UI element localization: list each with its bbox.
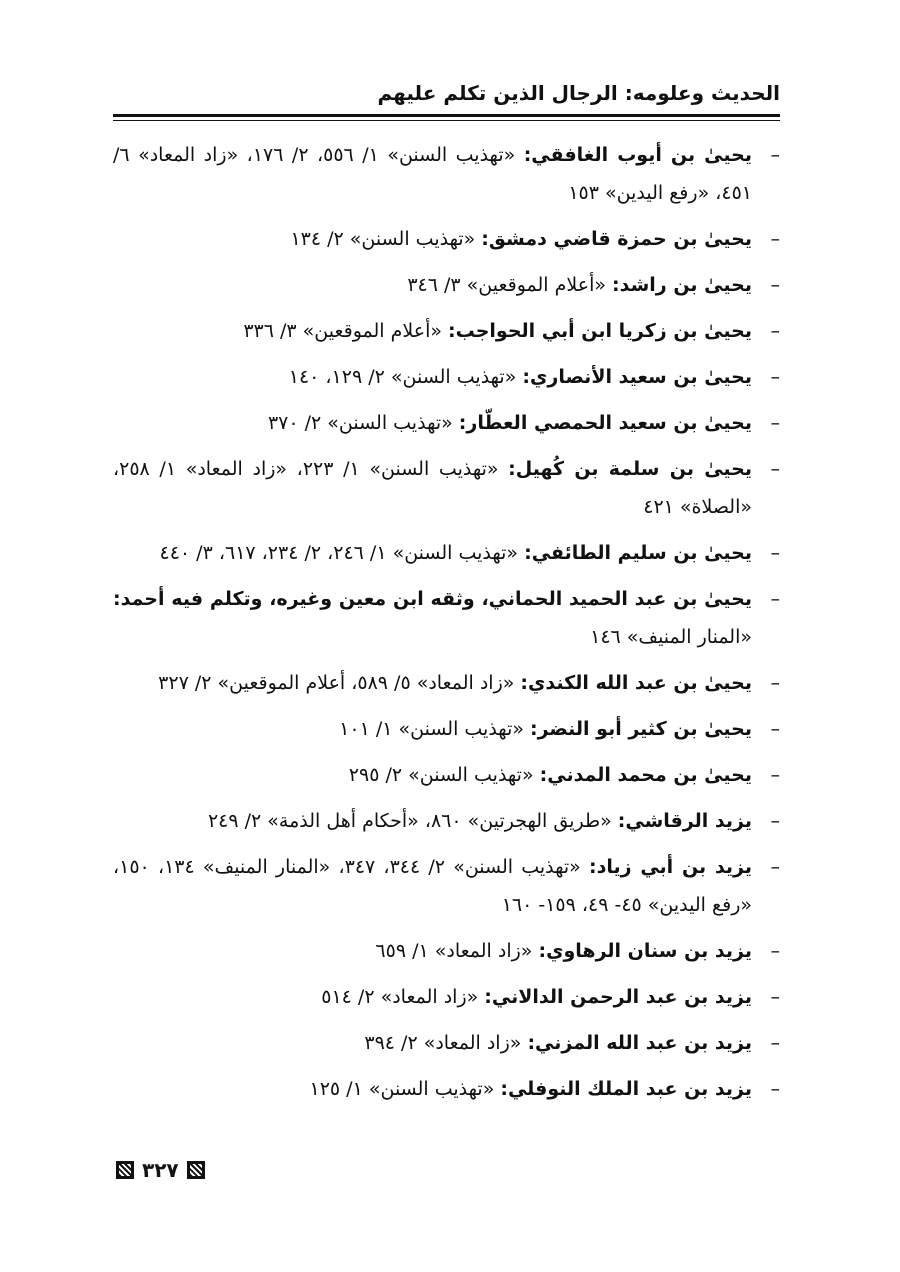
header-rule [113, 114, 780, 117]
index-entry [113, 1024, 780, 1062]
narrator-name: يزيد بن أبي زياد: [589, 856, 753, 878]
index-entry [113, 266, 780, 304]
index-entry [113, 136, 780, 212]
narrator-name: يحيىٰ بن أيوب الغافقي: [523, 144, 752, 166]
index-entry [113, 1070, 780, 1108]
index-entry [113, 358, 780, 396]
narrator-name: يحيىٰ بن سعيد الأنصاري: [522, 366, 752, 388]
entry-dash: – [770, 228, 780, 250]
entry-references: «تهذيب السنن» ٢/ ١٢٩، ١٤٠ [288, 366, 523, 388]
page-footer [116, 1158, 205, 1182]
entry-references: «أعلام الموقعين» ٣/ ٣٣٦ [243, 320, 449, 342]
entry-dash: – [770, 366, 780, 388]
entry-dash: – [770, 810, 780, 832]
index-entry [113, 534, 780, 572]
index-entry [113, 802, 780, 840]
index-entries [113, 136, 780, 1116]
index-entry [113, 710, 780, 748]
narrator-name: يزيد بن عبد الله المزني: [527, 1032, 752, 1054]
entry-references: «زاد المعاد» ٢/ ٣٩٤ [364, 1032, 528, 1054]
entry-dash: – [770, 274, 780, 296]
entry-references: «تهذيب السنن» ١/ ١٠١ [339, 718, 531, 740]
entry-dash: – [770, 672, 780, 694]
index-entry [113, 312, 780, 350]
narrator-name: يحيىٰ بن محمد المدني: [539, 764, 752, 786]
narrator-name: يحيىٰ بن سليم الطائفي: [524, 542, 752, 564]
index-entry [113, 404, 780, 442]
narrator-name: يزيد بن سنان الرهاوي: [538, 940, 752, 962]
narrator-name: يزيد الرقاشي: [617, 810, 752, 832]
entry-references: «تهذيب السنن» ٢/ ٣٧٠ [267, 412, 459, 434]
index-entry [113, 932, 780, 970]
entry-dash: – [770, 144, 780, 166]
narrator-name: يحيىٰ بن عبد الله الكندي: [520, 672, 752, 694]
entry-dash: – [770, 542, 780, 564]
entry-references: «زاد المعاد» ٢/ ٥١٤ [321, 986, 485, 1008]
entry-dash: – [770, 458, 780, 480]
index-entry [113, 580, 780, 656]
entry-dash: – [770, 856, 780, 878]
narrator-name: يحيىٰ بن سلمة بن كُهيل: [508, 458, 753, 480]
diamond-ornament-icon [116, 1161, 134, 1179]
diamond-ornament-icon [187, 1161, 205, 1179]
entry-references: «تهذيب السنن» ٢/ ١٣٤ [290, 228, 482, 250]
narrator-name: يحيىٰ بن زكريا ابن أبي الحواجب: [448, 320, 752, 342]
entry-dash: – [770, 986, 780, 1008]
index-entry [113, 978, 780, 1016]
entry-references: «المنار المنيف» ١٤٦ [590, 626, 752, 648]
page-header [113, 78, 780, 121]
narrator-name: يحيىٰ بن حمزة قاضي دمشق: [481, 228, 752, 250]
entry-dash: – [770, 588, 780, 610]
entry-references: «تهذيب السنن» ١/ ٢٢٣، «زاد المعاد» ١/ ٢٥٨، «الصلاة» ٤٢١ [113, 458, 752, 518]
entry-dash: – [770, 412, 780, 434]
entry-references: «طريق الهجرتين» ٨٦٠، «أحكام أهل الذمة» ٢/ ٢٤٩ [207, 810, 618, 832]
entry-dash: – [770, 1078, 780, 1100]
entry-dash: – [770, 718, 780, 740]
narrator-name: يحيىٰ بن سعيد الحمصي العطّار: [458, 412, 752, 434]
entry-references: «تهذيب السنن» ١/ ٥٥٦، ٢/ ١٧٦، «زاد المعاد» ٦/ ٤٥١، «رفع اليدين» ١٥٣ [113, 144, 752, 204]
index-entry [113, 664, 780, 702]
narrator-name: يحيىٰ بن عبد الحميد الحماني، وثقه ابن معين وغيره، وتكلم فيه أحمد: [113, 588, 752, 610]
entry-references: «تهذيب السنن» ١/ ١٢٥ [309, 1078, 501, 1100]
entry-dash: – [770, 764, 780, 786]
entry-references: «زاد المعاد» ١/ ٦٥٩ [375, 940, 539, 962]
index-entry [113, 450, 780, 526]
entry-dash: – [770, 320, 780, 342]
header-rule-thin [113, 120, 780, 121]
entry-dash: – [770, 940, 780, 962]
narrator-name: يزيد بن عبد الرحمن الدالاني: [484, 986, 752, 1008]
narrator-name: يحيىٰ بن كثير أبو النضر: [530, 718, 752, 740]
entry-references: «زاد المعاد» ٥/ ٥٨٩، أعلام الموقعين» ٢/ ٣٢٧ [158, 672, 521, 694]
entry-references: «تهذيب السنن» ١/ ٢٤٦، ٢/ ٢٣٤، ٦١٧، ٣/ ٤٤٠ [159, 542, 525, 564]
index-entry [113, 756, 780, 794]
narrator-name: يحيىٰ بن راشد: [612, 274, 752, 296]
narrator-name: يزيد بن عبد الملك النوفلي: [500, 1078, 752, 1100]
entry-dash: – [770, 1032, 780, 1054]
page-number: ٣٢٧ [142, 1158, 179, 1182]
index-entry [113, 848, 780, 924]
index-entry [113, 220, 780, 258]
entry-references: «أعلام الموقعين» ٣/ ٣٤٦ [407, 274, 613, 296]
entry-references: «تهذيب السنن» ٢/ ٢٩٥ [348, 764, 540, 786]
entry-references: «تهذيب السنن» ٢/ ٣٤٤، ٣٤٧، «المنار المنيف» ١٣٤، ١٥٠، «رفع اليدين» ٤٥- ٤٩، ١٥٩- ١٦٠ [113, 856, 752, 916]
running-title: الحديث وعلومه: الرجال الذين تكلم عليهم [377, 81, 780, 105]
